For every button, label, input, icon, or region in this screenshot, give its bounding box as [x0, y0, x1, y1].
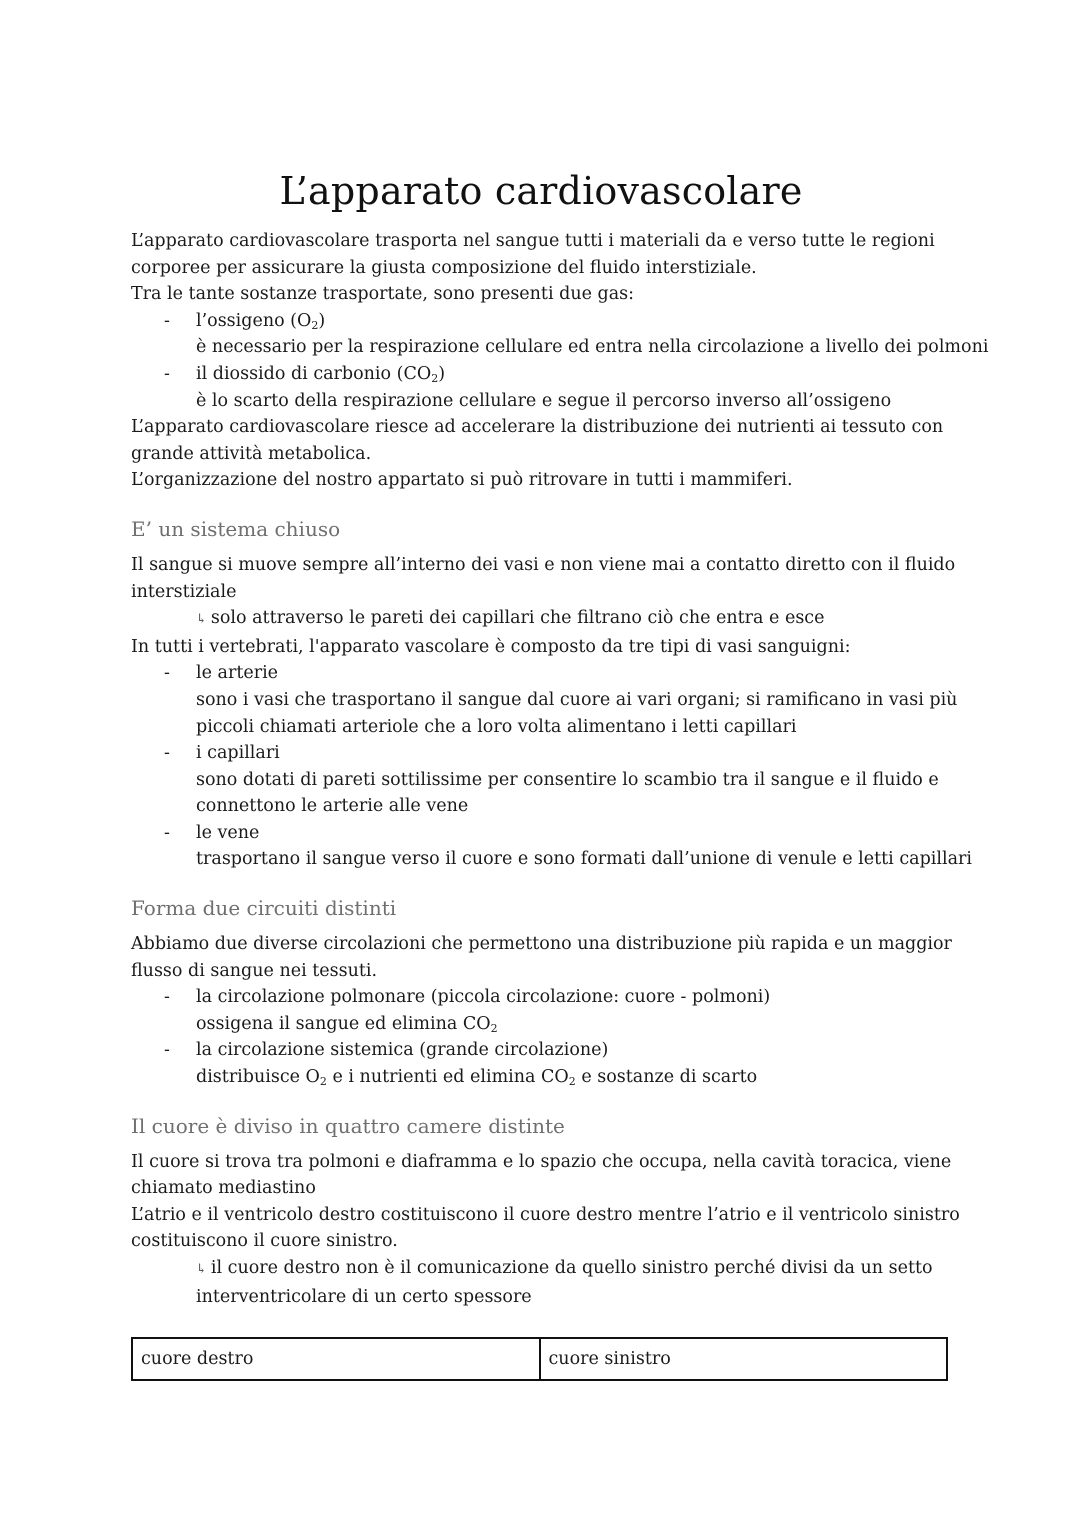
table-header-cell-left-heart: cuore sinistro: [540, 1338, 948, 1380]
section-heading-four-chambers: Il cuore è diviso in quattro camere distinte: [131, 1113, 565, 1138]
paragraph-line: costituiscono il cuore sinistro.: [131, 1231, 398, 1252]
list-item-oxygen: - l’ossigeno $(O_2)$: [131, 308, 951, 335]
paragraph-line: In tutti i vertebrati, l'apparato vascolare è composto da tre tipi di vasi sanguigni:: [131, 636, 851, 657]
intro-line: corporee per assicurare la giusta composizione del fluido interstiziale.: [131, 257, 757, 278]
bullet-dash: -: [164, 1040, 170, 1061]
paragraph-line: Il cuore si trova tra polmoni e diaframma e lo spazio che occupa, nella cavità toracica, viene: [131, 1151, 952, 1172]
paragraph-line: interstiziale: [131, 581, 237, 602]
return-arrow-icon: ↳: [196, 612, 207, 628]
intro-line: L’apparato cardiovascolare riesce ad accelerare la distribuzione dei nutrienti ai tessuto con: [131, 417, 944, 438]
list-item-desc: connettono le arterie alle vene: [196, 796, 469, 817]
note-line: ↳ il cuore destro non è il comunicazione da quello sinistro perché divisi da un setto: [196, 1258, 933, 1278]
list-item-capillaries: - i capillari: [131, 740, 951, 767]
list-item-desc: distribuisce $O_2$ e i nutrienti ed elimina $CO_2$ e sostanze di scarto: [196, 1067, 758, 1089]
list-item-pulmonary: - la circolazione polmonare (piccola circolazione: cuore - polmoni): [131, 984, 951, 1011]
list-item-desc: è necessario per la respirazione cellulare ed entra nella circolazione a livello dei polmoni: [196, 337, 989, 358]
list-item-arteries: - le arterie: [131, 660, 951, 687]
return-arrow-icon: ↳: [196, 1262, 207, 1277]
paragraph-line: Il sangue si muove sempre all’interno dei vasi e non viene mai a contatto diretto con il fluido: [131, 554, 956, 575]
list-item-veins: - le vene: [131, 820, 951, 847]
paragraph-line: L’atrio e il ventricolo destro costituiscono il cuore destro mentre l’atrio e il ventricolo sinistro: [131, 1204, 960, 1225]
list-item-desc: sono dotati di pareti sottilissime per consentire lo scambio tra il sangue e il fluido e: [196, 769, 939, 790]
bullet-dash: -: [164, 663, 170, 684]
page-title: L’apparato cardiovascolare: [279, 169, 803, 213]
list-item-desc: piccoli chiamati arteriole che a loro volta alimentano i letti capillari: [196, 716, 797, 737]
list-item-desc: trasportano il sangue verso il cuore e sono formati dall’unione di venule e letti capillari: [196, 849, 972, 870]
list-item-desc: sono i vasi che trasportano il sangue dal cuore ai vari organi; si ramificano in vasi più: [196, 689, 958, 710]
intro-line: grande attività metabolica.: [131, 443, 372, 464]
table-header-cell-right-heart: cuore destro: [132, 1338, 540, 1380]
note-line: ↳ solo attraverso le pareti dei capillari che filtrano ciò che entra e esce: [196, 608, 825, 629]
section-heading-two-circuits: Forma due circuiti distinti: [131, 896, 397, 921]
list-item-co2: - il diossido di carbonio $(CO_2)$: [131, 361, 951, 388]
paragraph-line: flusso di sangue nei tessuti.: [131, 960, 378, 981]
section-heading-closed-system: E’ un sistema chiuso: [131, 516, 341, 541]
paragraph-line: chiamato mediastino: [131, 1178, 316, 1199]
table-row: [132, 1338, 947, 1380]
bullet-dash: -: [164, 363, 170, 384]
bullet-dash: -: [164, 987, 170, 1008]
note-line: interventricolare di un certo spessore: [196, 1286, 532, 1307]
bullet-dash: -: [164, 310, 170, 331]
paragraph-line: Abbiamo due diverse circolazioni che permettono una distribuzione più rapida e un maggior: [131, 934, 952, 955]
heart-comparison-table: [131, 1337, 948, 1381]
list-item-desc: ossigena il sangue ed elimina $CO_2$: [196, 1013, 498, 1035]
intro-line: L’organizzazione del nostro appartato si può ritrovare in tutti i mammiferi.: [131, 470, 793, 491]
list-item-desc: è lo scarto della respirazione cellulare e segue il percorso inverso all’ossigeno: [196, 390, 892, 411]
bullet-dash: -: [164, 743, 170, 764]
intro-line: L’apparato cardiovascolare trasporta nel sangue tutti i materiali da e verso tutte le regioni: [131, 231, 935, 251]
bullet-dash: -: [164, 822, 170, 843]
document-page: [131, 168, 989, 1381]
intro-line: Tra le tante sostanze trasportate, sono presenti due gas:: [131, 284, 635, 305]
list-item-systemic: - la circolazione sistemica (grande circolazione): [131, 1037, 951, 1064]
